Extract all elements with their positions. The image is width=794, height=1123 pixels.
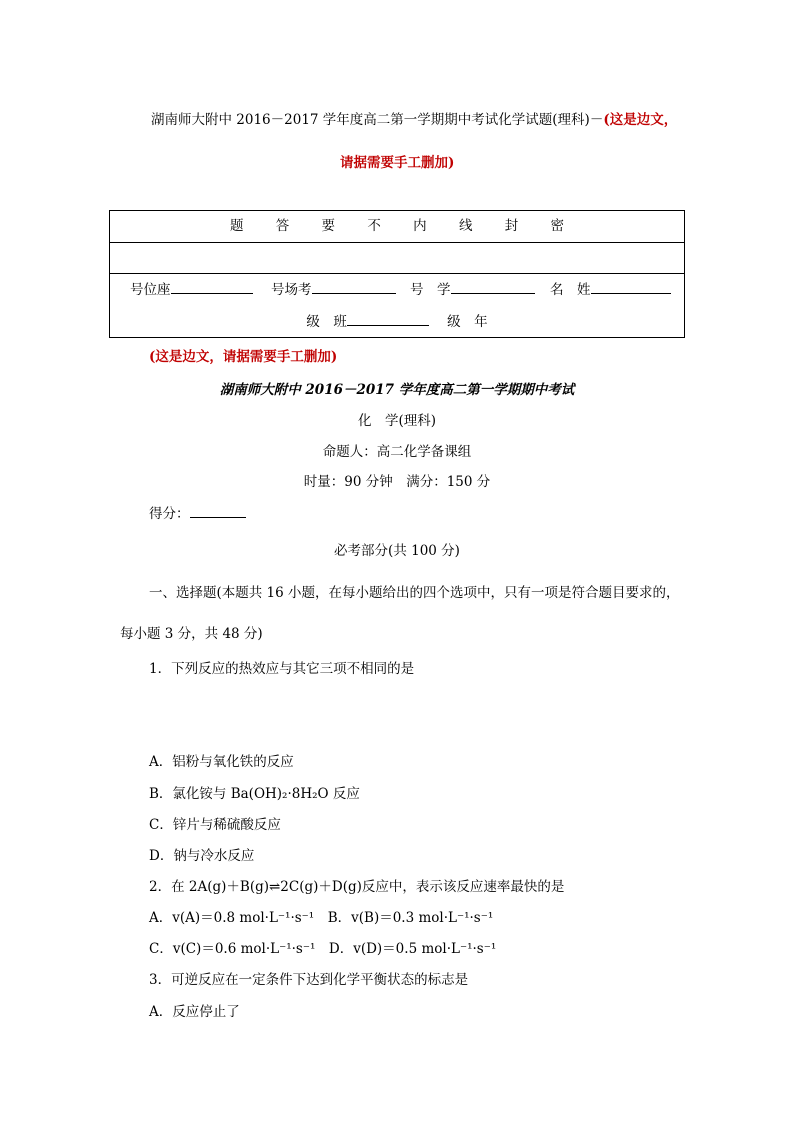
seal-char: 答 — [275, 218, 290, 234]
field-blank[interactable] — [591, 279, 671, 294]
seat-number-field — [130, 274, 253, 306]
question-1-option-a: A．铝粉与氧化铁的反应 — [149, 754, 294, 770]
exam-author: 命题人：高二化学备课组 — [322, 444, 472, 460]
seal-row-class — [110, 307, 684, 337]
field-blank[interactable] — [451, 279, 535, 294]
seal-char: 密 — [550, 218, 565, 234]
seal-char: 内 — [413, 218, 427, 234]
exam-room-field — [271, 274, 396, 306]
seal-line-box — [109, 210, 685, 338]
part1-instruction-line2: 每小题 3 分，共 48 分) — [120, 626, 263, 642]
question-1: 1．下列反应的热效应与其它三项不相同的是 — [149, 661, 415, 677]
field-blank[interactable] — [347, 311, 429, 326]
score-field — [149, 502, 246, 522]
seal-row-blank — [110, 243, 684, 274]
seal-row-warning — [110, 211, 684, 243]
question-2-options-ab: A．v(A)＝0.8 mol·L⁻¹·s⁻¹ B．v(B)＝0.3 mol·L⁻¹·s⁻¹ — [149, 910, 494, 926]
field-blank[interactable] — [171, 279, 253, 294]
header-text: 湖南师大附中 2016－2017 学年度高二第一学期期中考试化学试题(理科)－ — [151, 112, 604, 128]
field-label: 号 学 — [410, 282, 451, 298]
question-2: 2．在 2A(g)＋B(g)⇌2C(g)＋D(g)反应中，表示该反应速率最快的是 — [149, 879, 565, 895]
question-1-option-d: D．钠与冷水反应 — [149, 848, 255, 864]
exam-title: 湖南师大附中 2016－2017 学年度高二第一学期期中考试 — [219, 382, 575, 398]
header-red-note: (这是边文， — [603, 112, 678, 128]
red-note: (这是边文，请据需要手工删加) — [149, 349, 338, 365]
seal-char: 不 — [367, 218, 381, 234]
student-id-field — [410, 274, 535, 306]
score-blank[interactable] — [190, 503, 246, 518]
exam-subject: 化 学(理科) — [357, 413, 437, 429]
score-label: 得分： — [149, 506, 190, 522]
seal-char: 封 — [504, 218, 519, 234]
question-1-option-b: B．氯化铵与 Ba(OH)₂·8H₂O 反应 — [149, 786, 360, 802]
field-label: 级 班 — [306, 314, 347, 330]
field-label: 号场考 — [271, 282, 312, 298]
document-header-line1 — [151, 108, 677, 128]
field-label: 号位座 — [130, 282, 171, 298]
document-header-line2: 请据需要手工删加) — [340, 155, 455, 171]
field-label: 名 姓 — [550, 282, 591, 298]
question-2-options-cd: C．v(C)＝0.6 mol·L⁻¹·s⁻¹ D．v(D)＝0.5 mol·L⁻¹·s⁻¹ — [149, 941, 497, 957]
field-blank[interactable] — [312, 279, 396, 294]
seal-row-fields — [110, 274, 684, 306]
question-1-option-c: C．锌片与稀硫酸反应 — [149, 817, 281, 833]
seal-char: 线 — [458, 218, 473, 234]
seal-char: 要 — [321, 218, 336, 234]
grade-label: 级 年 — [447, 314, 488, 330]
question-3-option-a: A．反应停止了 — [149, 1004, 240, 1020]
class-field — [306, 314, 429, 330]
question-3: 3．可逆反应在一定条件下达到化学平衡状态的标志是 — [149, 972, 469, 988]
part1-instruction-line1: 一、选择题(本题共 16 小题，在每小题给出的四个选项中，只有一项是符合题目要求的， — [149, 585, 680, 601]
name-field — [550, 274, 671, 306]
exam-time-score: 时量：90 分钟 满分：150 分 — [303, 474, 491, 490]
seal-char: 题 — [229, 218, 244, 234]
section-heading: 必考部分(共 100 分) — [334, 543, 460, 559]
